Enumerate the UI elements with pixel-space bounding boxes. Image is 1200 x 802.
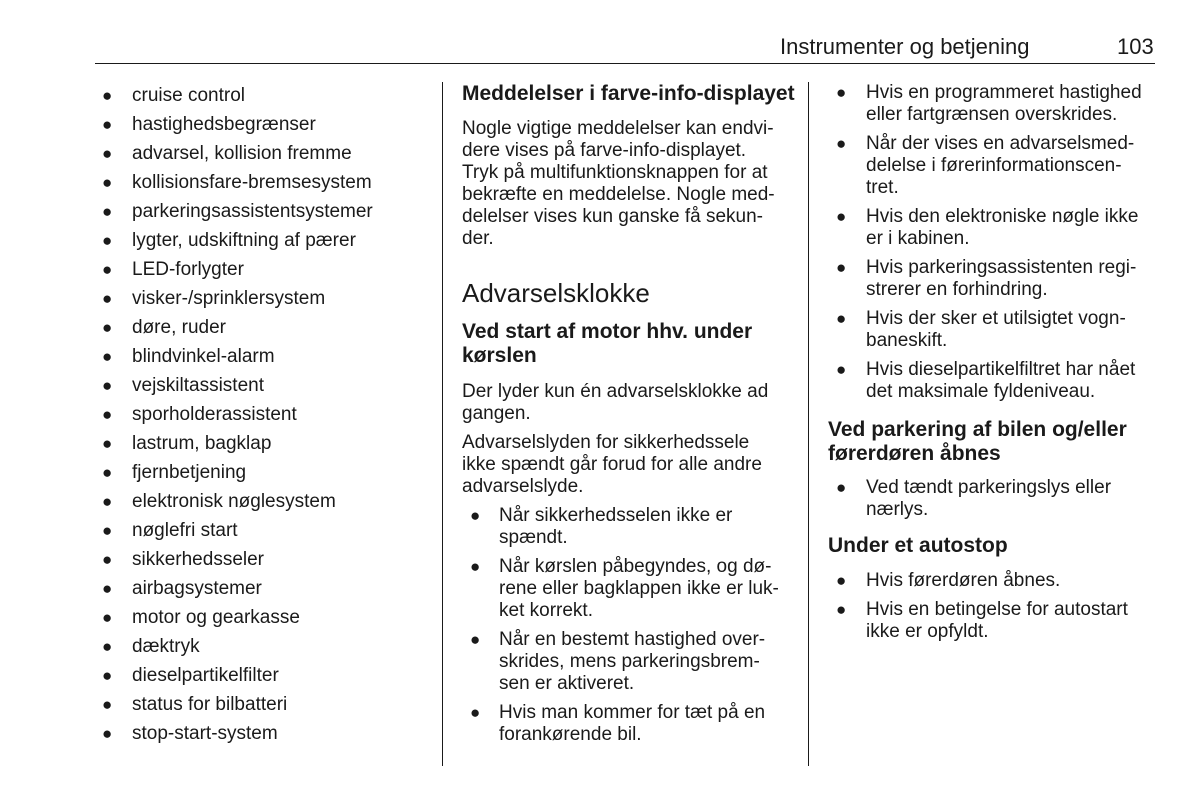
text-line: er i kabinen. bbox=[866, 228, 970, 249]
list-item bbox=[100, 168, 430, 197]
text-line: bekræfte en meddelelse. Nogle med- bbox=[462, 184, 775, 205]
subheading-autostop: Under et autostop bbox=[828, 534, 1008, 557]
section-heading-messages: Meddelelser i farve-info-displayet bbox=[462, 82, 795, 105]
list-item bbox=[828, 206, 1158, 250]
text-line: Når sikkerhedsselen ikke er bbox=[499, 505, 733, 526]
topic-list bbox=[100, 81, 430, 748]
list-item bbox=[100, 661, 430, 690]
list-item-text: lastrum, bagklap bbox=[132, 433, 272, 454]
bullet-icon: ● bbox=[102, 434, 113, 453]
bullet-icon: ● bbox=[836, 83, 847, 102]
section-title-warning-chime: Advarselsklokke bbox=[462, 278, 650, 308]
text-line: sen er aktiveret. bbox=[499, 673, 635, 694]
bullet-icon: ● bbox=[102, 231, 113, 250]
text-line: ket korrekt. bbox=[499, 600, 593, 621]
text-line: kørslen bbox=[462, 344, 537, 367]
list-item bbox=[100, 371, 430, 400]
right-column bbox=[828, 82, 1158, 650]
list-item-text: status for bilbatteri bbox=[132, 694, 288, 715]
bullet-icon: ● bbox=[836, 134, 847, 153]
text-line: baneskift. bbox=[866, 330, 948, 351]
bullet-icon: ● bbox=[102, 405, 113, 424]
text-line: tret. bbox=[866, 177, 899, 198]
list-item-text: blindvinkel-alarm bbox=[132, 346, 275, 367]
text-line: gangen. bbox=[462, 403, 531, 424]
list-item bbox=[462, 629, 798, 695]
chime-conditions-list bbox=[462, 505, 798, 746]
list-item-text: lygter, udskiftning af pærer bbox=[132, 230, 356, 251]
list-item-text: fjernbetjening bbox=[132, 462, 247, 483]
list-item-text: hastighedsbegrænser bbox=[132, 114, 316, 135]
subheading-parking bbox=[828, 418, 1158, 466]
list-item-text: kollisionsfare-bremsesystem bbox=[132, 172, 372, 193]
index-column bbox=[100, 81, 430, 748]
list-item bbox=[100, 429, 430, 458]
list-item-text: elektronisk nøglesystem bbox=[132, 491, 336, 512]
chime-conditions-list-continued bbox=[828, 82, 1158, 403]
subheading-engine-start bbox=[462, 320, 798, 368]
text-line: strerer en forhindring. bbox=[866, 279, 1048, 300]
text-line: Hvis en programmeret hastighed bbox=[866, 82, 1142, 103]
text-line: Når en bestemt hastighed over- bbox=[499, 629, 766, 650]
bullet-icon: ● bbox=[102, 318, 113, 337]
text-line: Tryk på multifunktionsknappen for at bbox=[462, 162, 768, 183]
bullet-icon: ● bbox=[102, 637, 113, 656]
text-line: delelser vises kun ganske få sekun- bbox=[462, 206, 763, 227]
bullet-icon: ● bbox=[836, 309, 847, 328]
list-item bbox=[828, 133, 1158, 199]
list-item-text: døre, ruder bbox=[132, 317, 226, 338]
list-item-text: nøglefri start bbox=[132, 520, 238, 541]
middle-column bbox=[462, 82, 798, 753]
list-item-text: stop-start-system bbox=[132, 723, 278, 744]
text-line: Hvis man kommer for tæt på en bbox=[499, 702, 766, 723]
text-line: nærlys. bbox=[866, 499, 929, 520]
bullet-icon: ● bbox=[470, 557, 481, 576]
list-item-text: cruise control bbox=[132, 85, 245, 106]
header-rule bbox=[95, 63, 1155, 64]
list-item bbox=[100, 139, 430, 168]
list-item bbox=[100, 516, 430, 545]
list-item-text: motor og gearkasse bbox=[132, 607, 300, 628]
autostop-conditions-list bbox=[828, 570, 1158, 643]
text-line: Når kørslen påbegyndes, og dø- bbox=[499, 556, 772, 577]
bullet-icon: ● bbox=[102, 463, 113, 482]
list-item bbox=[100, 400, 430, 429]
bullet-icon: ● bbox=[836, 360, 847, 379]
text-line: Nogle vigtige meddelelser kan endvi- bbox=[462, 118, 774, 139]
list-item-text: vejskiltassistent bbox=[132, 375, 264, 396]
bullet-icon: ● bbox=[102, 376, 113, 395]
list-item bbox=[100, 197, 430, 226]
list-item bbox=[100, 226, 430, 255]
bullet-icon: ● bbox=[102, 550, 113, 569]
bullet-icon: ● bbox=[470, 703, 481, 722]
list-item bbox=[100, 603, 430, 632]
list-item bbox=[100, 632, 430, 661]
text-line: ikke spændt går forud for alle andre bbox=[462, 454, 762, 475]
text-line: Hvis den elektroniske nøgle ikke bbox=[866, 206, 1139, 227]
text-line: Ved start af motor hhv. under bbox=[462, 320, 753, 343]
text-line: delelse i førerinformationscen- bbox=[866, 155, 1122, 176]
list-item-text: sikkerhedsseler bbox=[132, 549, 264, 570]
list-item bbox=[100, 487, 430, 516]
text-line: Hvis parkeringsassistenten regi- bbox=[866, 257, 1137, 278]
list-item-text: airbagsystemer bbox=[132, 578, 262, 599]
text-line: Hvis førerdøren åbnes. bbox=[866, 570, 1061, 591]
list-item bbox=[100, 81, 430, 110]
text-line: advarselslyde. bbox=[462, 476, 584, 497]
bullet-icon: ● bbox=[102, 144, 113, 163]
list-item bbox=[462, 556, 798, 622]
list-item bbox=[100, 342, 430, 371]
list-item bbox=[100, 545, 430, 574]
list-item bbox=[100, 313, 430, 342]
list-item bbox=[828, 359, 1158, 403]
list-item bbox=[100, 255, 430, 284]
messages-paragraph bbox=[462, 118, 798, 250]
bullet-icon: ● bbox=[102, 86, 113, 105]
page-number: 103 bbox=[1117, 34, 1154, 59]
list-item-text: dæktryk bbox=[132, 636, 200, 657]
bullet-icon: ● bbox=[102, 579, 113, 598]
bullet-icon: ● bbox=[836, 207, 847, 226]
list-item bbox=[828, 82, 1158, 126]
bullet-icon: ● bbox=[836, 571, 847, 590]
bullet-icon: ● bbox=[836, 478, 847, 497]
list-item bbox=[828, 599, 1158, 643]
text-line: rene eller bagklappen ikke er luk- bbox=[499, 578, 779, 599]
bullet-icon: ● bbox=[836, 258, 847, 277]
bullet-icon: ● bbox=[102, 695, 113, 714]
column-divider-left bbox=[442, 82, 443, 766]
list-item-text: visker-/sprinklersystem bbox=[132, 288, 326, 309]
list-item-text: LED-forlygter bbox=[132, 259, 244, 280]
text-line: dere vises på farve-info-displayet. bbox=[462, 140, 747, 161]
text-line: Ved parkering af bilen og/eller bbox=[828, 418, 1127, 441]
text-line: førerdøren åbnes bbox=[828, 442, 1001, 465]
text-line: forankørende bil. bbox=[499, 724, 642, 745]
list-item-text: advarsel, kollision fremme bbox=[132, 143, 352, 164]
list-item bbox=[100, 719, 430, 748]
column-divider-right bbox=[808, 82, 809, 766]
list-item-text: dieselpartikelfilter bbox=[132, 665, 279, 686]
text-line: der. bbox=[462, 228, 494, 249]
text-line: skrides, mens parkeringsbrem- bbox=[499, 651, 760, 672]
bullet-icon: ● bbox=[102, 260, 113, 279]
running-header-title: Instrumenter og betjening bbox=[780, 34, 1030, 59]
text-line: spændt. bbox=[499, 527, 568, 548]
bullet-icon: ● bbox=[102, 724, 113, 743]
list-item bbox=[100, 458, 430, 487]
bullet-icon: ● bbox=[102, 521, 113, 540]
list-item bbox=[462, 505, 798, 549]
bullet-icon: ● bbox=[102, 115, 113, 134]
list-item bbox=[828, 477, 1158, 521]
bullet-icon: ● bbox=[102, 666, 113, 685]
parking-conditions-list bbox=[828, 477, 1158, 521]
list-item bbox=[462, 702, 798, 746]
bullet-icon: ● bbox=[102, 347, 113, 366]
seatbelt-paragraph bbox=[462, 432, 798, 498]
bullet-icon: ● bbox=[102, 492, 113, 511]
text-line: Ved tændt parkeringslys eller bbox=[866, 477, 1112, 498]
bullet-icon: ● bbox=[102, 608, 113, 627]
text-line: Hvis dieselpartikelfiltret har nået bbox=[866, 359, 1136, 380]
text-line: eller fartgrænsen overskrides. bbox=[866, 104, 1118, 125]
list-item-text: parkeringsassistentsystemer bbox=[132, 201, 373, 222]
bullet-icon: ● bbox=[102, 289, 113, 308]
list-item bbox=[100, 110, 430, 139]
list-item bbox=[828, 570, 1158, 592]
list-item bbox=[828, 308, 1158, 352]
bullet-icon: ● bbox=[470, 630, 481, 649]
list-item bbox=[100, 284, 430, 313]
text-line: Hvis en betingelse for autostart bbox=[866, 599, 1128, 620]
list-item bbox=[100, 690, 430, 719]
bullet-icon: ● bbox=[102, 202, 113, 221]
text-line: det maksimale fyldeniveau. bbox=[866, 381, 1096, 402]
list-item bbox=[828, 257, 1158, 301]
text-line: Advarselslyden for sikkerhedssele bbox=[462, 432, 750, 453]
text-line: Der lyder kun én advarselsklokke ad bbox=[462, 381, 769, 402]
bullet-icon: ● bbox=[470, 506, 481, 525]
text-line: ikke er opfyldt. bbox=[866, 621, 989, 642]
text-line: Når der vises en advarselsmed- bbox=[866, 133, 1135, 154]
list-item bbox=[100, 574, 430, 603]
bullet-icon: ● bbox=[836, 600, 847, 619]
list-item-text: sporholderassistent bbox=[132, 404, 297, 425]
chime-paragraph bbox=[462, 381, 798, 425]
text-line: Hvis der sker et utilsigtet vogn- bbox=[866, 308, 1126, 329]
bullet-icon: ● bbox=[102, 173, 113, 192]
